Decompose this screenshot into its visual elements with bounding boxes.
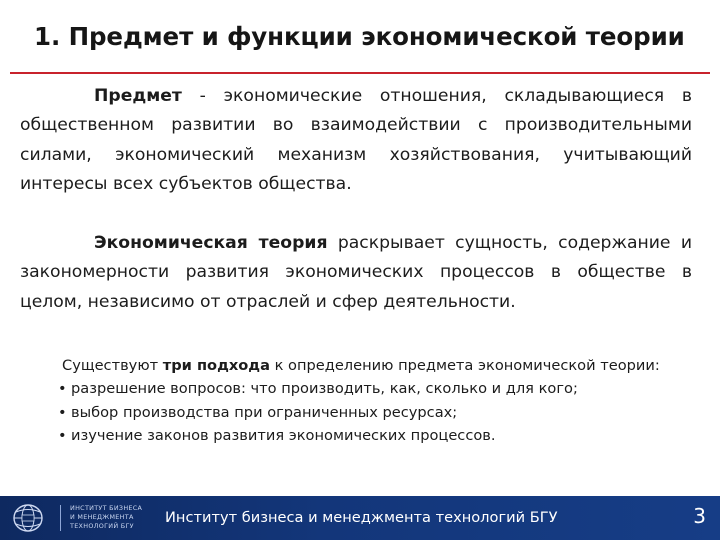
subject-term: Предмет: [94, 86, 182, 106]
slide-footer: [0, 496, 720, 540]
theory-definition: раскрывает сущность, содержание и закономерности развития экономических процессов в обществе в целом, независимо от отраслей и сфер деятельности.: [20, 233, 692, 312]
list-item: • изучение законов развития экономических процессов.: [58, 424, 690, 447]
slide-title: 1. Предмет и функции экономической теории: [34, 22, 685, 51]
approaches-count: три подхода: [162, 357, 270, 374]
institute-name: Институт бизнеса и менеджмента технологий БГУ: [165, 509, 558, 526]
approaches-intro: Существуют три подхода к определению предмета экономической теории:: [62, 357, 660, 374]
bullet-icon: •: [58, 403, 67, 421]
list-item: • выбор производства при ограниченных ресурсах;: [58, 401, 690, 424]
bullet-icon: •: [58, 427, 67, 445]
approaches-section: [14, 354, 690, 448]
slide-header: [0, 0, 720, 78]
theory-paragraph: [20, 229, 692, 317]
approaches-list: [14, 377, 690, 447]
globe-logo-icon: [12, 502, 44, 534]
title-underline: [10, 72, 710, 74]
subject-paragraph: [20, 82, 692, 200]
subject-definition: - экономические отношения, складывающиеся в общественном развитии во взаимодействии с производительными силами, экономический механизм хозяйствования, учитывающий интересы всех субъектов общества.: [20, 86, 692, 195]
logo-divider: [60, 505, 61, 531]
page-number: 3: [693, 504, 706, 528]
theory-term: Экономическая теория: [94, 233, 328, 253]
bullet-icon: •: [58, 380, 67, 398]
logo-wordmark: ИНСТИТУТ БИЗНЕСА И МЕНЕДЖМЕНТА ТЕХНОЛОГИЙ БГУ: [70, 504, 143, 530]
list-item: • разрешение вопросов: что производить, как, сколько и для кого;: [58, 377, 690, 400]
